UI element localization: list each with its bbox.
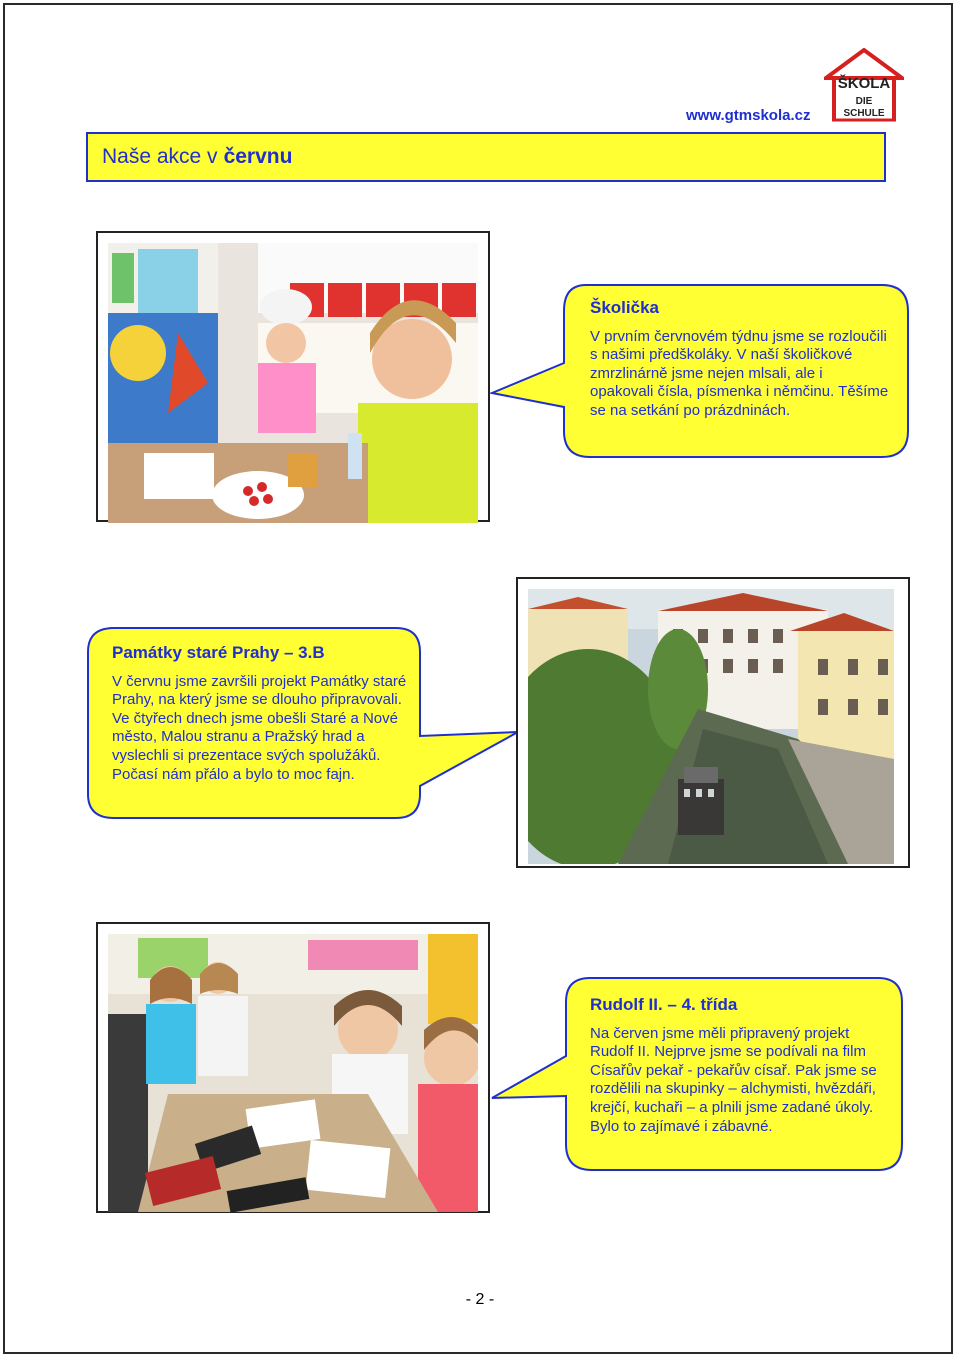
svg-text:SCHULE: SCHULE bbox=[843, 108, 885, 119]
photo-prague-canal bbox=[516, 577, 910, 868]
banner-prefix: Naše akce v bbox=[102, 145, 218, 168]
section-text: V červnu jsme završili projekt Památky staré Prahy, na který jsme se dlouho připravovali. Ve čtyřech dnech jsme obešli Staré a Nové město, Malou stranu a Pražský hrad a vyslechli si prezentace svých spolužáků. Počasí nám přálo a bylo to moc fajn. bbox=[112, 672, 407, 783]
school-logo bbox=[824, 48, 904, 124]
photo-icecream bbox=[96, 231, 490, 522]
section-text: Na červen jsme měli připravený projekt Rudolf II. Nejprve jsme se podívali na film Císařův pekař - pekařův císař. Pak jsme se rozdělili na skupinky – alchymisti, hvězdáři, krejčí, kuchaři – a plnili jsme zadané úkoly. Bylo to zajímavé i zábavné. bbox=[590, 1024, 877, 1135]
svg-text:DIE: DIE bbox=[855, 96, 873, 107]
section-title: Rudolf II. – 4. třída bbox=[590, 995, 738, 1014]
section-title: Památky staré Prahy – 3.B bbox=[112, 643, 325, 662]
photo-classroom bbox=[96, 922, 490, 1213]
website-link[interactable]: www.gtmskola.cz bbox=[686, 107, 811, 124]
speech-bubble-rudolf bbox=[490, 976, 906, 1173]
speech-bubble-skolicka bbox=[490, 283, 912, 460]
speech-bubble-pamatky bbox=[86, 626, 522, 821]
page-number: - 2 - bbox=[465, 1291, 495, 1308]
svg-text:ŠKOLA: ŠKOLA bbox=[837, 75, 891, 92]
section-title: Školička bbox=[590, 298, 659, 317]
banner-highlight: červnu bbox=[223, 145, 293, 168]
page-banner bbox=[86, 132, 886, 182]
section-text: V prvním červnovém týdnu jsme se rozloučili s našimi předškoláky. V naší školičkové zmrzlinárně jsme nejen mlsali, ale i opakovali čísla, písmenka i němčinu. Těšíme se na setkání po prázdninách. bbox=[590, 327, 889, 419]
